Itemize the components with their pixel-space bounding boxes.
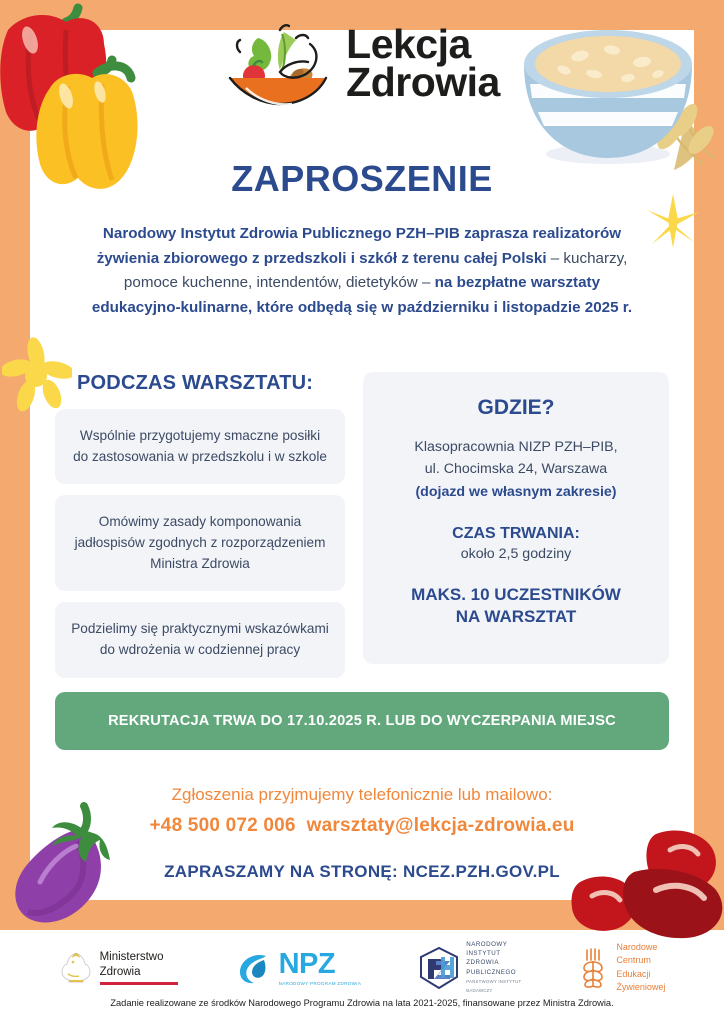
ncez-line-1: Narodowe (616, 942, 658, 953)
npz-abbr: NPZ (278, 947, 336, 980)
max-line-2: NA WARSZTAT (455, 607, 577, 627)
contact-email[interactable]: warsztaty@lekcja-zdrowia.eu (306, 815, 575, 836)
intro-segment-2: – kucharzy, pomoce kuchenne, intendentów, dietetyków – (123, 249, 628, 292)
npz-subtitle: NARODOWY PROGRAM ZDROWIA (278, 980, 362, 986)
address-line-1: Klasopracownia NIZP PZH–PIB, (414, 439, 618, 455)
funding-note: Zadanie realizowane ze środków Narodowego Programu Zdrowia na lata 2021-2025, finansowane przez Ministra Zdrowia. (110, 998, 614, 1008)
polish-eagle-icon (59, 949, 93, 987)
ncez-logo (579, 941, 665, 993)
pzh-line-3: ZDROWIA (466, 959, 499, 967)
contact-phone[interactable]: +48 500 072 006 (149, 815, 296, 836)
max-line-1: MAKS. 10 UCZESTNIKÓW (411, 585, 621, 605)
pzh-line-1: NARODOWY (466, 940, 508, 948)
content-columns (55, 372, 669, 689)
recruitment-banner: REKRUTACJA TRWA DO 17.10.2025 R. LUB DO WYCZERPANIA MIEJSC (55, 692, 669, 750)
where-heading: GDZIE? (477, 396, 555, 419)
ministry-rule (100, 982, 178, 985)
duration-value: około 2,5 godziny (460, 546, 572, 563)
address-line-2: ul. Chocimska 24, Warszawa (424, 461, 608, 478)
npz-logo (236, 947, 362, 986)
ministry-line-2: Zdrowia (99, 965, 141, 978)
pzh-line-6: BADAWCZY (466, 988, 493, 994)
workshop-item-1: Wspólnie przygotujemy smaczne posiłki do zastosowania w przedszkolu i w szkole (55, 409, 345, 484)
ncez-line-2: Centrum (616, 955, 651, 966)
salad-bowl-icon (224, 18, 332, 110)
duration-label: CZAS TRWANIA: (452, 525, 580, 543)
workshop-item-3: Podzielimy się praktycznymi wskazówkami do wdrożenia w codziennej pracy (55, 602, 345, 677)
frame-border-bottom (0, 900, 724, 930)
intro-paragraph (90, 222, 634, 321)
pzh-monogram-icon (419, 947, 459, 989)
pzh-label (466, 940, 521, 996)
brand-wordmark (346, 21, 500, 105)
footer-logo-row (0, 940, 724, 995)
ministry-label (100, 950, 178, 979)
workshop-item-2: Omówimy zasady komponowania jadłospisów zgodnych z rozporządzeniem Ministra Zdrowia (55, 495, 345, 591)
page-title: ZAPROSZENIE (231, 158, 493, 199)
ministry-of-health-logo (59, 949, 178, 987)
travel-note: (dojazd we własnym zakresie) (415, 483, 617, 500)
workshop-column (55, 372, 345, 689)
contact-lead: Zgłoszenia przyjmujemy telefonicznie lub mailowo: (171, 785, 553, 804)
details-panel (363, 372, 669, 664)
max-participants (381, 584, 651, 628)
pzh-line-5: PAŃSTWOWY INSTYTUT (466, 978, 522, 984)
pzh-line-2: INSTYTUT (466, 949, 501, 957)
brand-line-2: Zdrowia (346, 59, 500, 105)
npz-swirl-icon (236, 950, 272, 986)
pzh-logo (419, 940, 521, 996)
ncez-line-4: Żywieniowej (616, 981, 666, 992)
details-column (363, 372, 669, 689)
intro-segment-1: Narodowy Instytut Zdrowia Publicznego PZH–PIB zaprasza realizatorów żywienia zbiorowego z przedszkoli i szkół z terenu całej Polski (96, 225, 622, 267)
ncez-line-3: Edukacji (616, 968, 651, 979)
wheat-ear-icon (579, 948, 609, 988)
ministry-line-1: Ministerstwo (99, 951, 164, 964)
contact-details (0, 815, 724, 837)
brand-logo (0, 18, 724, 110)
workshop-heading: PODCZAS WARSZTATU: (77, 372, 314, 394)
ncez-label (616, 941, 665, 993)
where-address (381, 436, 651, 503)
intro-segment-3: na bezpłatne warsztaty edukacyjno-kulinarne, które odbędą się w październiku i listopadzie 2025 r. (91, 274, 633, 316)
website-line[interactable]: ZAPRASZAMY NA STRONĘ: NCEZ.PZH.GOV.PL (164, 862, 560, 881)
brand-line-1: Lekcja (346, 21, 471, 68)
pzh-line-4: PUBLICZNEGO (466, 968, 517, 976)
